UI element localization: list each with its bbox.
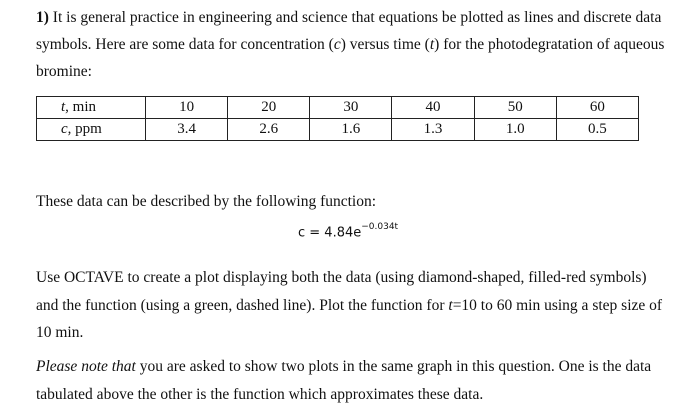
var-t: t — [448, 296, 453, 314]
var-c: c — [333, 36, 341, 53]
table-cell: 50 — [474, 97, 556, 119]
table-row-concentration — [37, 119, 639, 141]
table-cell: 0.5 — [556, 119, 638, 141]
row-header-time: t, min — [37, 97, 146, 119]
question-intro — [36, 4, 666, 85]
intro-text-2: ) versus time ( — [340, 36, 430, 53]
equation-exponent: −0.034t — [361, 222, 399, 232]
table-cell: 2.6 — [228, 119, 310, 141]
table-cell: 1.6 — [310, 119, 392, 141]
intro-text-1: It is general practice in engineering and science that equations be plotted as lines and discrete data symbols. Here are some data for concentration ( — [36, 9, 662, 53]
equation-lhs: c = 4.84e — [298, 225, 362, 241]
table-cell: 10 — [146, 97, 228, 119]
equation — [298, 224, 398, 240]
table-cell: 40 — [392, 97, 474, 119]
table-cell: 1.0 — [474, 119, 556, 141]
table-cell: 30 — [310, 97, 392, 119]
note-lead: Please note that — [36, 358, 136, 375]
question-number: 1) — [36, 9, 49, 26]
instructions — [36, 264, 666, 347]
table-cell: 3.4 — [146, 119, 228, 141]
data-table — [36, 96, 639, 141]
note-text: you are asked to show two plots in the same graph in this question. One is the data tabulated above the other is the function which approximates these data. — [36, 358, 652, 403]
var-t: t — [429, 36, 435, 53]
instructions-text-2: =10 to 60 min using a step size of 10 min. — [36, 296, 663, 341]
table-cell: 1.3 — [392, 119, 474, 141]
instructions-text-1: Use OCTAVE to create a plot displaying both the data (using diamond-shaped, filled-red symbols) and the function (using a green, dashed line). Plot the function for — [36, 269, 647, 314]
note — [36, 353, 666, 409]
table-cell: 60 — [556, 97, 638, 119]
table-row-time — [37, 97, 639, 119]
table-cell: 20 — [228, 97, 310, 119]
described-text: These data can be described by the following function: — [36, 193, 377, 210]
row-header-concentration: c, ppm — [37, 119, 146, 141]
intro-text-3: ) for the photodegratation of aqueous bromine: — [36, 36, 665, 80]
